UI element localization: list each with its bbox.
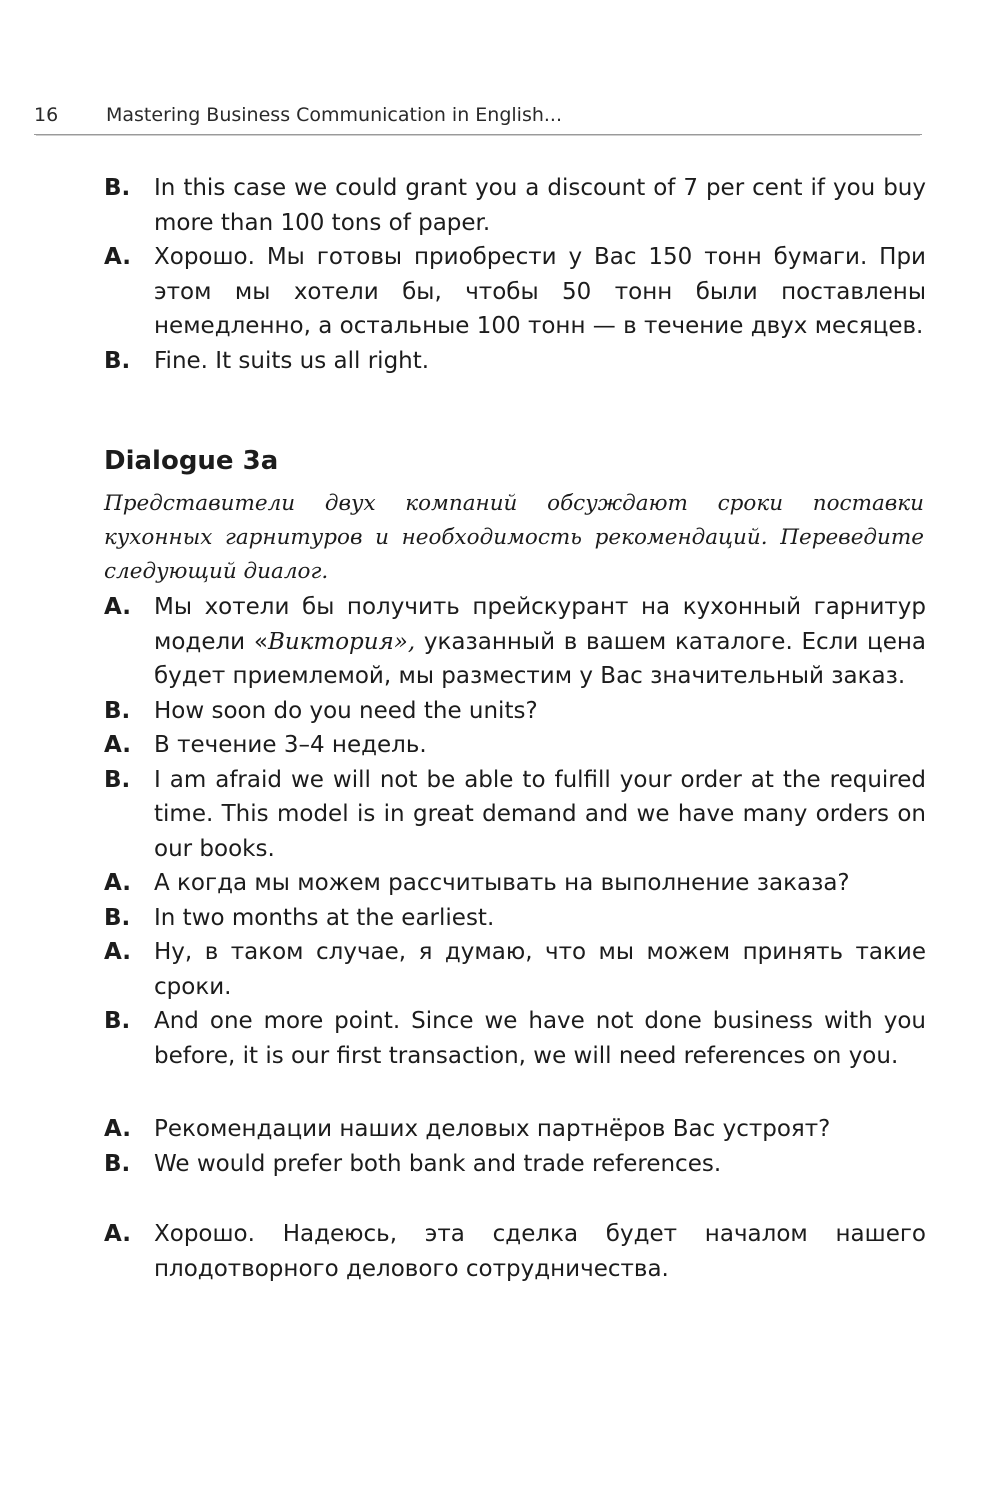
dialogue-3a-part-2 — [104, 1112, 926, 1181]
dialogue-line — [104, 866, 926, 901]
dialogue-line — [104, 1217, 926, 1286]
speaker-label: A. — [104, 870, 131, 896]
speaker-label: B. — [104, 175, 131, 201]
page-number: 16 — [34, 104, 59, 126]
dialogue-line — [104, 935, 926, 1004]
line-text: А когда мы можем рассчитывать на выполнение заказа? — [154, 870, 850, 896]
speaker-label: B. — [104, 347, 131, 374]
dialogue-line — [104, 1147, 926, 1182]
line-text: And one more point. Since we have not done business with you before, it is our first transaction, we will need references on you. — [154, 1008, 926, 1069]
line-text: Мы хотели бы получить прейскурант на кухонный гарнитур модели «Виктория», указанный в вашем каталоге. Если цена будет приемлемой, мы разместим у Вас значительный заказ. — [154, 594, 926, 689]
line-text: In two months at the earliest. — [154, 904, 495, 931]
model-name: Виктория», — [267, 628, 416, 655]
dialogue-intro: Представители двух компаний обсуждают сроки поставки кухонных гарнитуров и необходимость рекомендаций. Переведите следующий диалог. — [104, 491, 924, 584]
dialogue-3a — [104, 590, 926, 1073]
line-text: How soon do you need the units? — [154, 697, 538, 724]
speaker-label: A. — [104, 1116, 131, 1142]
line-text: Хорошо. Мы готовы приобрести у Вас 150 тонн бумаги. При этом мы хотели бы, чтобы 50 тонн были поставлены немедленно, а остальные 100 тонн — в течение двух месяцев. — [154, 244, 926, 339]
line-text: Ну, в таком случае, я думаю, что мы можем принять такие сроки. — [154, 939, 926, 1000]
line-text: Хорошо. Надеюсь, эта сделка будет началом нашего плодотворного делового сотрудничества. — [154, 1221, 926, 1282]
line-text: I am afraid we will not be able to fulfill your order at the required time. This model is in great demand and we have many orders on our books. — [154, 766, 926, 862]
dialogue-line — [104, 240, 926, 344]
line-text: In this case we could grant you a discount of 7 per cent if you buy more than 100 tons of paper. — [154, 175, 926, 236]
speaker-label: A. — [104, 939, 131, 965]
book-title: Mastering Business Communication in English... — [106, 104, 563, 126]
speaker-label: B. — [104, 766, 131, 793]
dialogue-line — [104, 728, 926, 763]
speaker-label: B. — [104, 697, 131, 724]
line-text: We would prefer both bank and trade references. — [154, 1150, 722, 1177]
dialogue-line — [104, 1112, 926, 1147]
line-text: Рекомендации наших деловых партнёров Вас устроят? — [154, 1116, 831, 1142]
speaker-label: A. — [104, 594, 131, 620]
speaker-label: B. — [104, 904, 131, 931]
dialogue-line — [104, 344, 926, 379]
dialogue-line — [104, 763, 926, 867]
speaker-label: A. — [104, 732, 131, 758]
running-header — [34, 104, 922, 135]
dialogue-line — [104, 1004, 926, 1073]
line-text: Fine. It suits us all right. — [154, 347, 430, 374]
dialogue-line — [104, 901, 926, 936]
line-text: В течение 3–4 недель. — [154, 732, 427, 758]
speaker-label: B. — [104, 1150, 131, 1177]
dialogue-line — [104, 590, 926, 694]
dialogue-continued — [104, 171, 926, 378]
section-heading: Dialogue 3a — [104, 446, 279, 476]
speaker-label: A. — [104, 244, 131, 270]
dialogue-line — [104, 694, 926, 729]
dialogue-3a-part-3 — [104, 1217, 926, 1286]
dialogue-line — [104, 171, 926, 240]
speaker-label: B. — [104, 1008, 131, 1034]
speaker-label: A. — [104, 1221, 131, 1247]
